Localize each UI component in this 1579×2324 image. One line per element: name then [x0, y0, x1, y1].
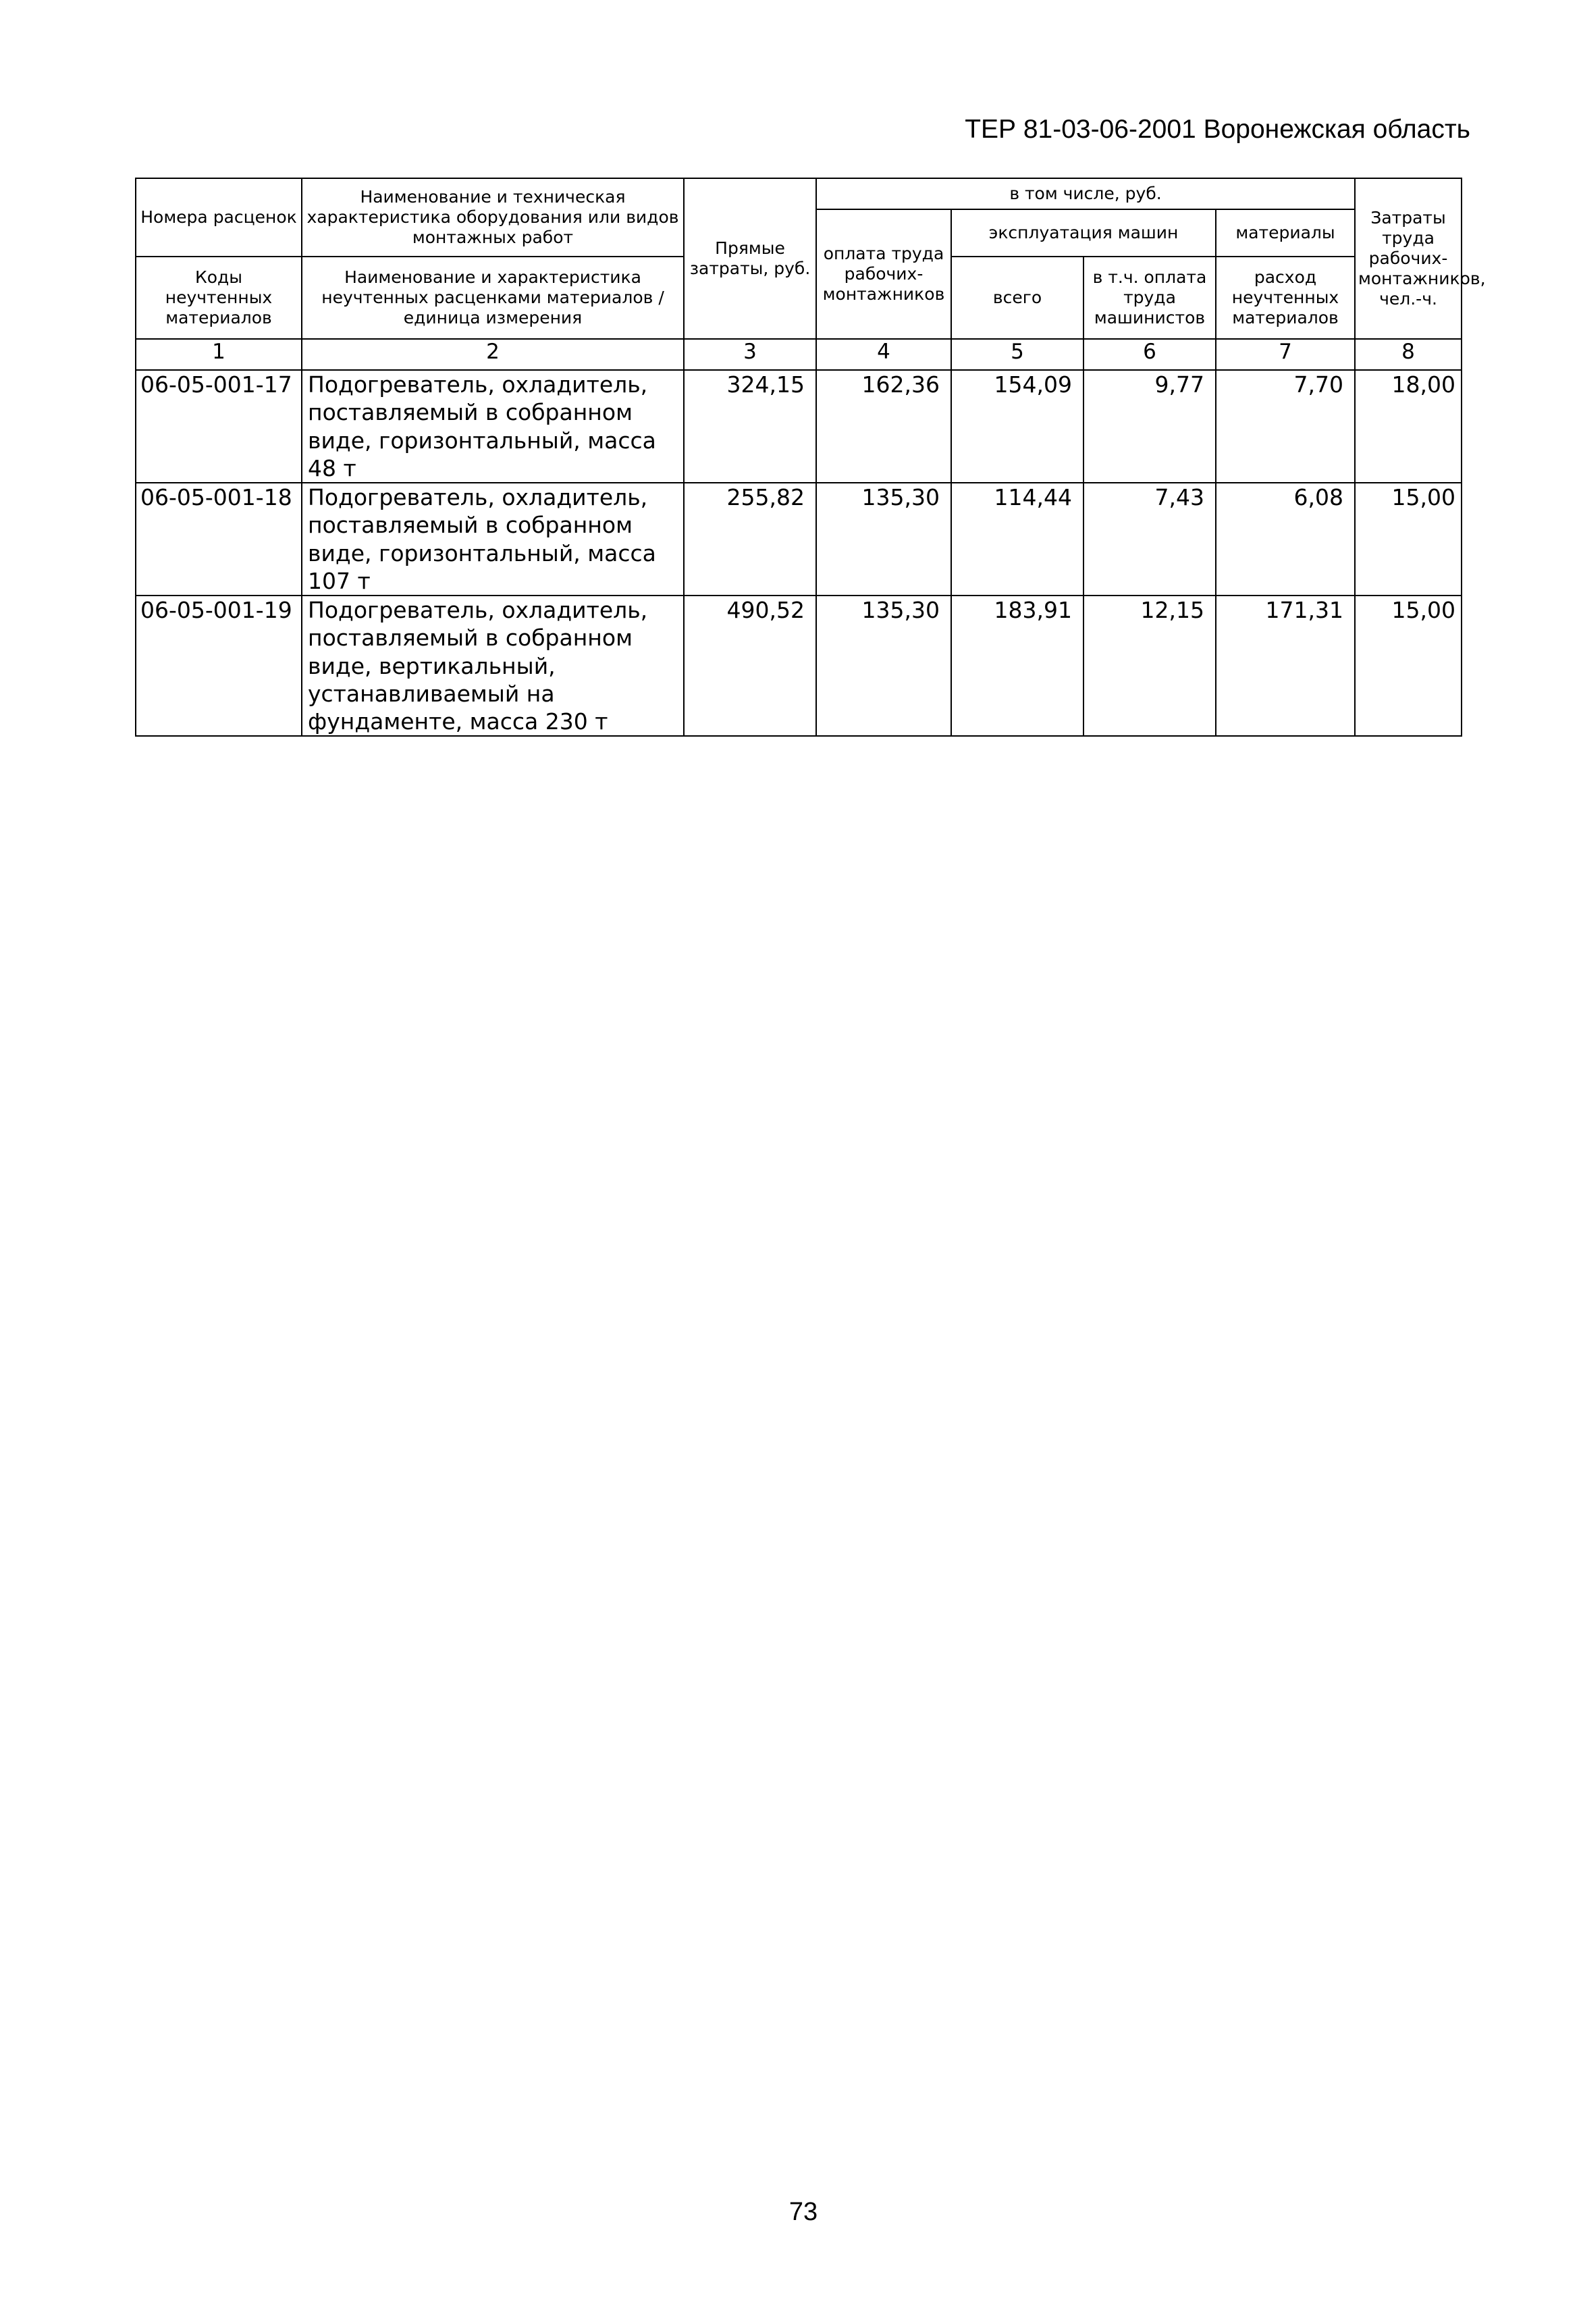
column-number: 8	[1355, 339, 1462, 370]
header-unaccounted-materials: расход неучтенных материалов	[1216, 257, 1355, 339]
page-header: ТЕР 81-03-06-2001 Воронежская область	[965, 115, 1470, 144]
header-materials: материалы	[1216, 209, 1355, 257]
rate-description: Подогреватель, охладитель, поставляемый в собранном виде, горизонтальный, масса 107 т	[302, 483, 684, 596]
page-number: 73	[788, 2198, 818, 2226]
header-material-name: Наименование и характеристика неучтенных расценками материалов / единица измерения	[302, 257, 684, 339]
materials-value: 7,70	[1216, 370, 1355, 483]
machine-total-value: 183,91	[951, 596, 1083, 736]
labor-pay-value: 135,30	[816, 483, 951, 596]
rates-table	[135, 178, 1486, 737]
column-number: 6	[1083, 339, 1216, 370]
labor-hours-value: 18,00	[1355, 370, 1462, 483]
operator-pay-value: 12,15	[1083, 596, 1216, 736]
rate-code: 06-05-001-19	[136, 596, 302, 736]
direct-costs-value: 324,15	[684, 370, 816, 483]
column-number: 1	[136, 339, 302, 370]
rate-description: Подогреватель, охладитель, поставляемый в собранном виде, вертикальный, устанавливаемый на фундаменте, масса 230 т	[302, 596, 684, 736]
column-number-row	[136, 339, 1462, 370]
rate-code: 06-05-001-18	[136, 483, 302, 596]
machine-total-value: 114,44	[951, 483, 1083, 596]
machine-total-value: 154,09	[951, 370, 1083, 483]
column-number: 3	[684, 339, 816, 370]
direct-costs-value: 490,52	[684, 596, 816, 736]
materials-value: 6,08	[1216, 483, 1355, 596]
rate-description: Подогреватель, охладитель, поставляемый в собранном виде, горизонтальный, масса 48 т	[302, 370, 684, 483]
column-number: 5	[951, 339, 1083, 370]
materials-value: 171,31	[1216, 596, 1355, 736]
table-row	[136, 596, 1462, 736]
column-number: 7	[1216, 339, 1355, 370]
rate-code: 06-05-001-17	[136, 370, 302, 483]
header-direct-costs: Прямые затраты, руб.	[684, 178, 816, 339]
table-row	[136, 370, 1462, 483]
labor-hours-value: 15,00	[1355, 596, 1462, 736]
header-operator-pay: в т.ч. оплата труда машинистов	[1083, 257, 1216, 339]
table-row	[136, 483, 1462, 596]
labor-hours-value: 15,00	[1355, 483, 1462, 596]
labor-pay-value: 135,30	[816, 596, 951, 736]
header-machine-total: всего	[951, 257, 1083, 339]
header-name-tech: Наименование и техническая характеристика оборудования или видов монтажных работ	[302, 178, 684, 257]
header-rate-numbers: Номера расценок	[136, 178, 302, 257]
header-labor-pay: оплата труда рабочих-монтажников	[816, 209, 951, 339]
operator-pay-value: 9,77	[1083, 370, 1216, 483]
column-number: 4	[816, 339, 951, 370]
column-number: 2	[302, 339, 684, 370]
header-labor-costs: Затраты труда рабочих-монтажников, чел.-ч.	[1355, 178, 1462, 339]
header-machine-operation: эксплуатация машин	[951, 209, 1216, 257]
header-including: в том числе, руб.	[816, 178, 1355, 209]
labor-pay-value: 162,36	[816, 370, 951, 483]
direct-costs-value: 255,82	[684, 483, 816, 596]
header-material-codes: Коды неучтенных материалов	[136, 257, 302, 339]
operator-pay-value: 7,43	[1083, 483, 1216, 596]
